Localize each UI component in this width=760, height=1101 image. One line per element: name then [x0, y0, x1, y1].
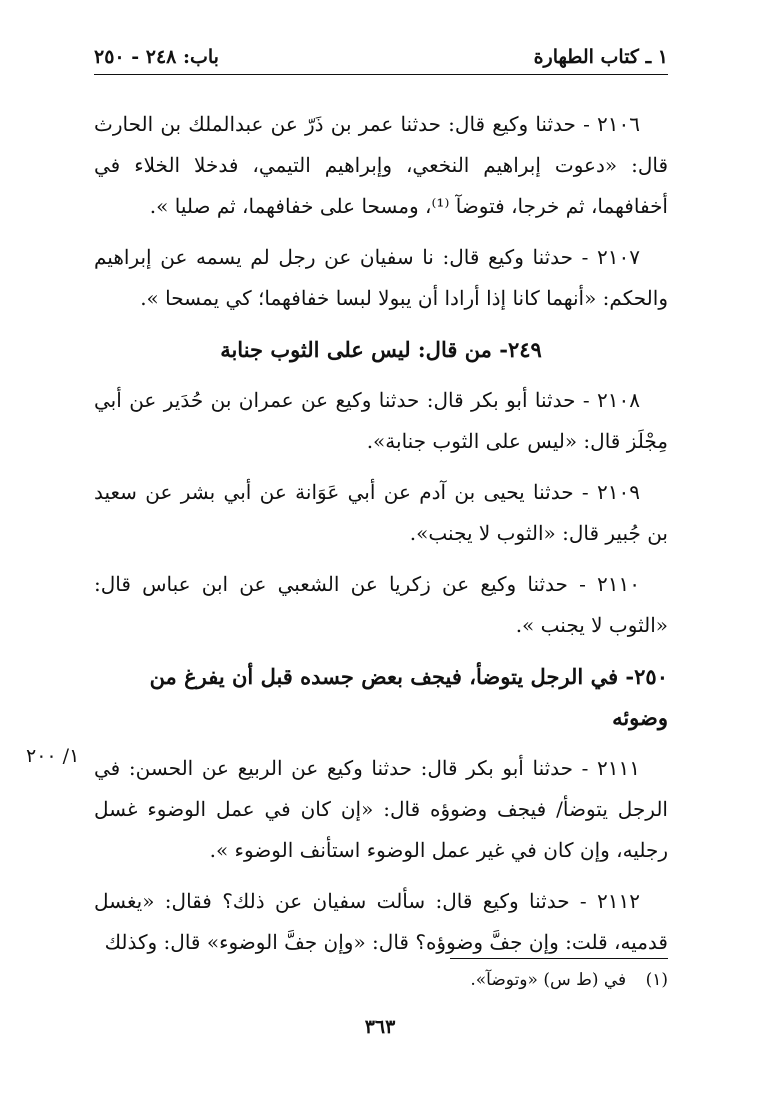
running-header	[94, 44, 668, 70]
hadith-2106: ٢١٠٦ - حدثنا وكيع قال: حدثنا عمر بن ذَرّ عن عبدالملك بن الحارث قال: «دعوت إبراهيم النخعي، وإبراهيم التيمي، فدخلا الخلاء في أخفافهما، ثم خرجا، فتوضآ ⁽¹⁾، ومسحا على خفافهما، ثم صليا ».	[94, 112, 668, 218]
hadith-2107: ٢١٠٧ - حدثنا وكيع قال: نا سفيان عن رجل لم يسمه عن إبراهيم والحكم: «أنهما كانا إذا أرادا أن يبولا لبسا خفافهما؛ كي يمسحا ».	[94, 245, 668, 310]
section-heading-249: ٢٤٩- من قال: ليس على الثوب جنابة	[220, 337, 542, 362]
footnote-text: في (ط س) «وتوضآ».	[470, 970, 627, 990]
footnote	[94, 970, 668, 990]
header-section-range: باب: ٢٤٨ - ٢٥٠	[94, 46, 219, 68]
page-body	[94, 104, 668, 973]
header-divider	[94, 74, 668, 75]
footnote-divider	[450, 958, 668, 959]
hadith-2110: ٢١١٠ - حدثنا وكيع عن زكريا عن الشعبي عن ابن عباس قال: «الثوب لا يجنب ».	[94, 572, 668, 637]
section-heading-250: ٢٥٠- في الرجل يتوضأ، فيجف بعض جسده قبل أن يفرغ من وضوئه	[149, 664, 668, 730]
header-chapter: ١ ـ كتاب الطهارة	[533, 46, 668, 68]
hadith-2111: ٢١١١ - حدثنا أبو بكر قال: حدثنا وكيع عن الربيع عن الحسن: في الرجل يتوضأ/ فيجف وضوؤه قال: «إن كان في عمل الوضوء غسل رجليه، وإن كان في غير عمل الوضوء استأنف الوضوء ».	[94, 756, 668, 862]
hadith-2112: ٢١١٢ - حدثنا وكيع قال: سألت سفيان عن ذلك؟ فقال: «يغسل قدميه، قلت: وإن جفَّ وضوؤه؟ قال: «وإن جفَّ الوضوء» قال: وكذلك	[94, 889, 668, 954]
footnote-number: (١)	[645, 970, 668, 990]
page-number: ٣٦٣	[364, 1016, 396, 1038]
hadith-2108: ٢١٠٨ - حدثنا أبو بكر قال: حدثنا وكيع عن عمران بن حُدَير عن أبي مِجْلَز قال: «ليس على الثوب جنابة».	[94, 388, 668, 453]
hadith-2109: ٢١٠٩ - حدثنا يحيى بن آدم عن أبي عَوَانة عن أبي بشر عن سعيد بن جُبير قال: «الثوب لا يجنب».	[94, 480, 668, 545]
margin-reference: ١/ ٢٠٠	[26, 745, 80, 767]
